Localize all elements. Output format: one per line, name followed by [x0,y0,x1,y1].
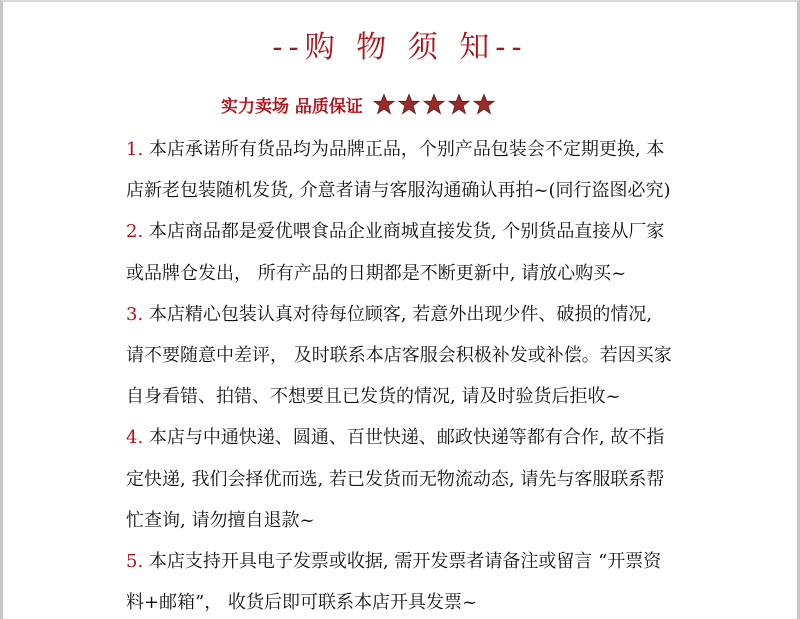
item-text: 定快递, 我们会择优而选, 若已发货而无物流动态, 请先与客服联系帮 [126,468,665,490]
notice-line [126,541,696,582]
item-number: 4. [126,427,144,449]
notice-line [126,459,696,500]
item-text: 或品牌仓发出， 所有产品的日期都是不断更新中, 请放心购买~ [126,262,627,284]
notice-item [126,541,696,619]
notice-item [126,129,696,211]
notice-line [126,376,696,417]
item-text: 本店承诺所有货品均为品牌正品，个别产品包装会不定期更换, 本 [143,139,665,160]
notice-line [126,170,696,211]
item-text: 本店商品都是爱优喂食品企业商城直接发货, 个别货品直接从厂家 [143,221,665,243]
item-text: 本店与中通快递、圆通、百世快递、邮政快递等都有合作, 故不指 [143,427,665,449]
item-number: 3. [126,303,144,325]
notice-line [126,500,696,541]
notice-item [126,417,696,541]
star-icon [448,93,470,115]
notice-line [126,294,696,335]
quality-banner [221,90,495,118]
notice-line [126,417,696,458]
item-text: 店新老包装随机发货, 介意者请与客服沟通确认再拍~(同行盗图必究) [126,180,671,202]
item-number: 5. [126,550,144,572]
rating-stars [373,93,495,115]
item-text: 忙查询, 请勿擅自退款~ [126,509,315,531]
notice-line [126,335,696,376]
star-icon [398,93,420,115]
notice-item [126,211,696,293]
item-text: 请不要随意中差评， 及时联系本店客服会积极补发或补偿。若因买家 [126,344,672,366]
item-text: 本店支持开具电子发票或收据, 需开发票者请备注或留言 “开票资 [143,550,662,572]
page-title: --购 物 须 知-- [272,30,528,65]
notice-line [126,582,696,619]
notice-line [126,253,696,294]
item-text: 本店精心包装认真对待每位顾客, 若意外出现少件、破损的情况, [143,303,653,325]
subtitle: 实力卖场 品质保证 [221,96,363,117]
star-icon [473,93,495,115]
star-icon [423,93,445,115]
notice-list [126,129,696,619]
item-number: 2. [126,221,144,243]
item-text: 自身看错、拍错、不想要且已发货的情况, 请及时验货后拒收~ [126,386,621,408]
notice-item [126,294,696,418]
notice-line [126,129,696,170]
notice-line [126,211,696,252]
star-icon [373,93,395,115]
item-number: 1. [126,139,144,160]
item-text: 料+邮箱”， 收货后即可联系本店开具发票~ [126,592,478,614]
